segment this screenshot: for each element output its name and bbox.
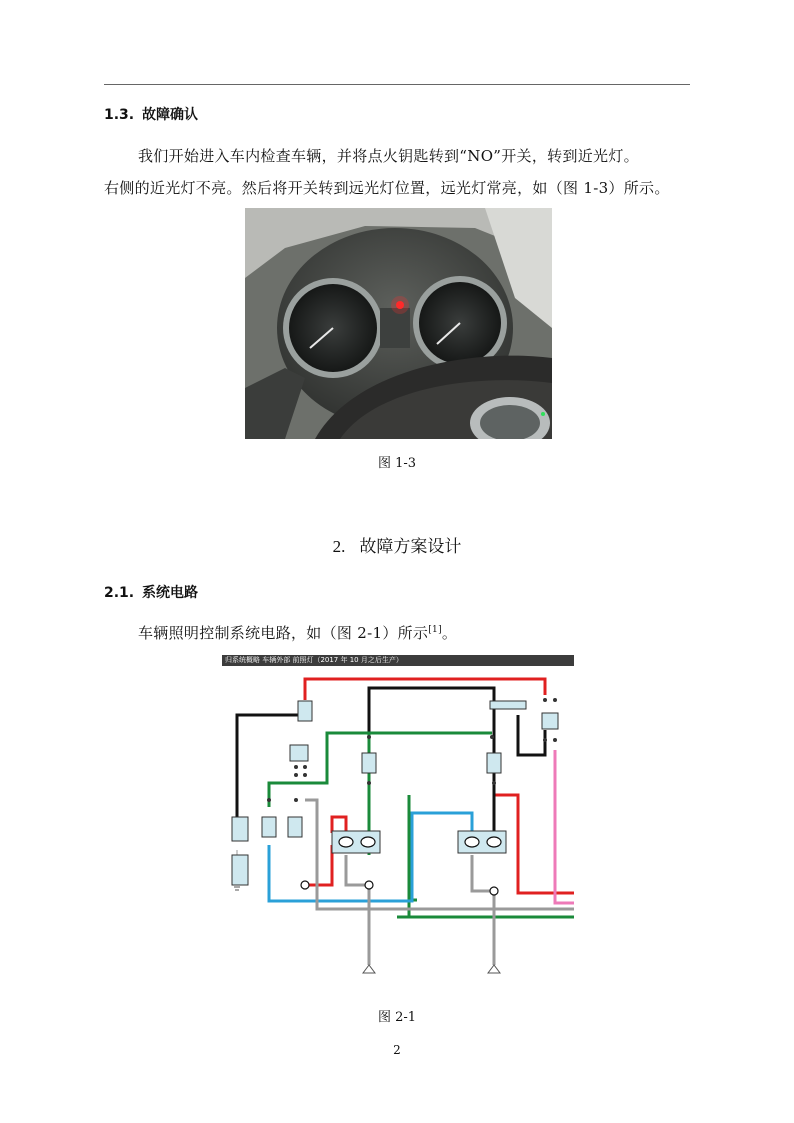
- chapter-heading-2: [0, 532, 794, 557]
- section-title: 系统电路: [142, 585, 198, 601]
- section-heading-1-3: [104, 104, 198, 124]
- section-heading-2-1: [104, 582, 198, 602]
- dashboard-photo: [245, 208, 552, 439]
- paragraph-circuit: [138, 621, 457, 645]
- chapter-title: 故障方案设计: [359, 537, 462, 557]
- chapter-number: 2.: [332, 537, 346, 556]
- paragraph-circuit-text: 车辆照明控制系统电路，如（图 2-1）所示: [138, 624, 429, 642]
- circuit-diagram: [222, 655, 574, 992]
- paragraph-line-2: 右侧的近光灯不亮。然后将开关转到远光灯位置，远光灯常亮，如（图 1-3）所示。: [104, 179, 670, 197]
- header-rule: [104, 84, 690, 85]
- section-title: 故障确认: [142, 107, 198, 123]
- page-number: 2: [393, 1043, 401, 1057]
- section-number: 1.3.: [104, 107, 135, 123]
- paragraph-line-1: 我们开始进入车内检查车辆，并将点火钥匙转到“NO”开关，转到近光灯。: [138, 147, 639, 165]
- figure-caption-2-1: 图 2-1: [377, 1010, 417, 1025]
- figure-caption-1-3: 图 1-3: [377, 456, 417, 471]
- diagram-header: 归系统概略 车辆外部 前照灯（2017 年 10 月之后生产）: [222, 655, 574, 666]
- citation-ref: [1]: [428, 625, 442, 635]
- paragraph-circuit-end: 。: [441, 624, 458, 642]
- section-number: 2.1.: [104, 585, 135, 601]
